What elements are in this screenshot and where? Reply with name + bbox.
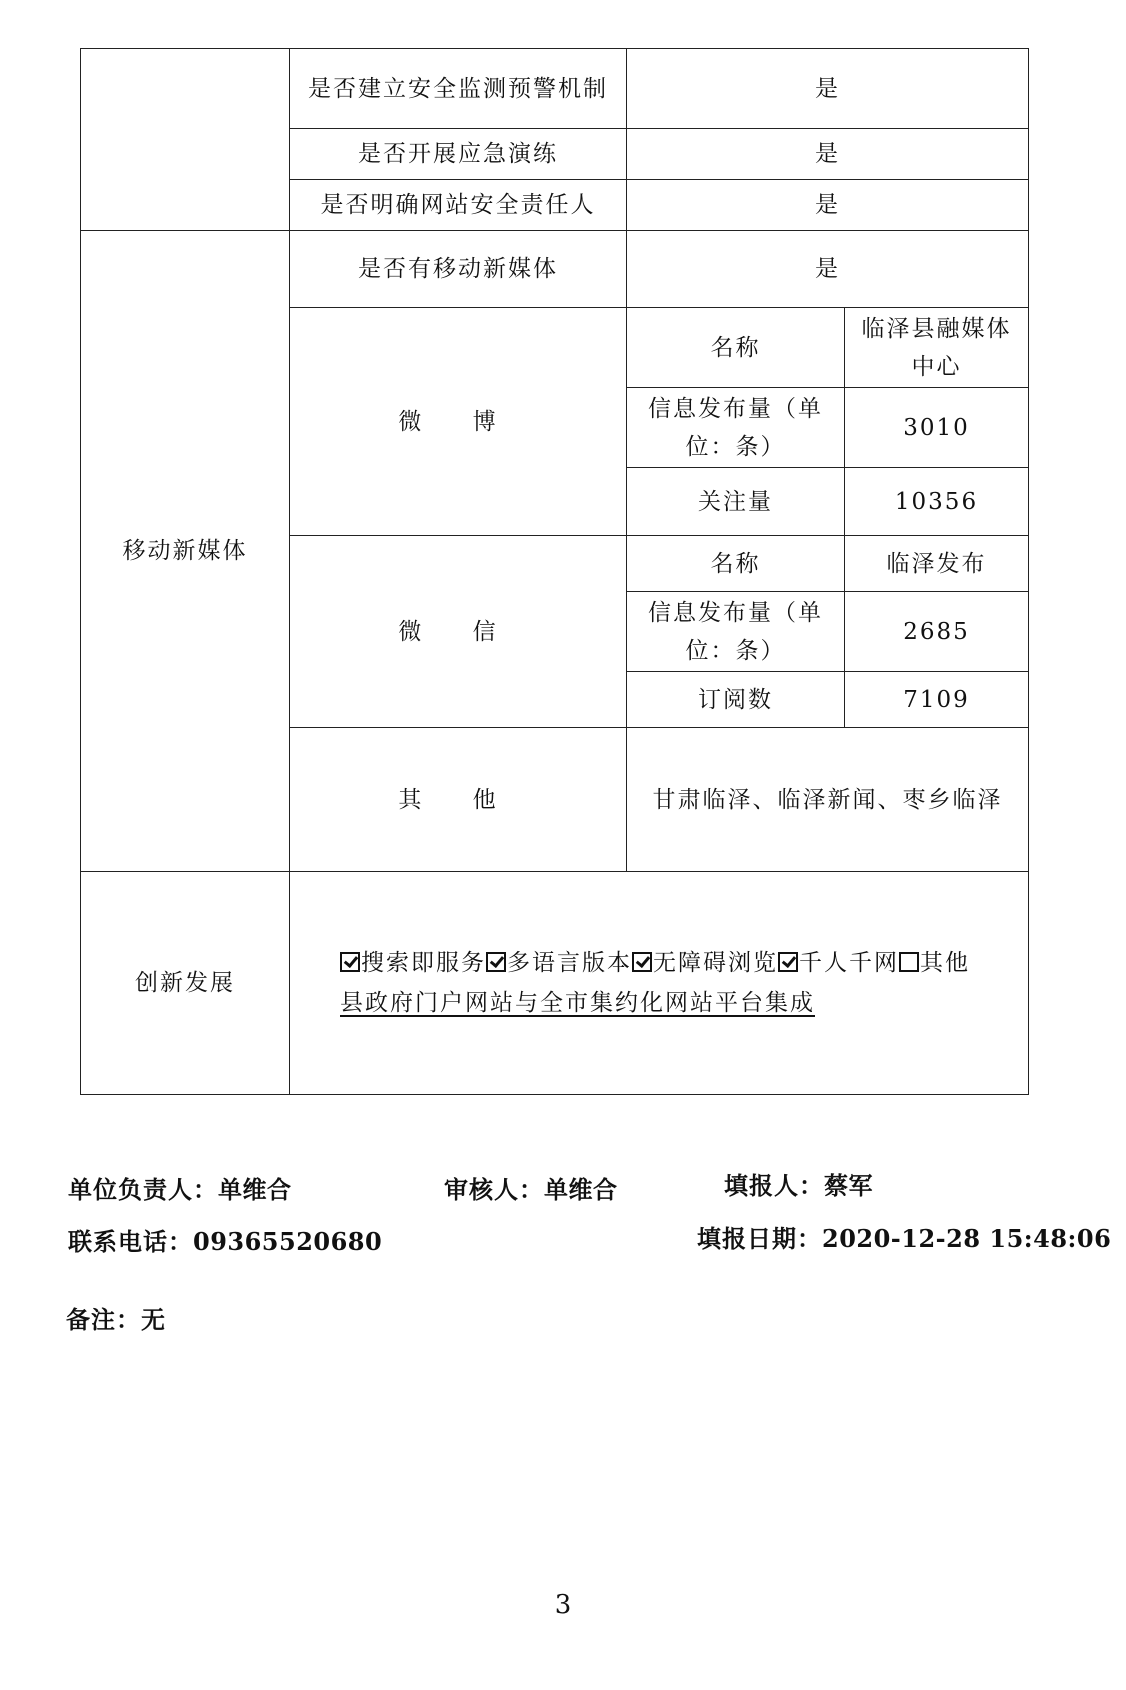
mobile-section-label: 移动新媒体 [81,231,290,872]
innovation-options [340,943,1014,983]
weibo-posts-label: 信息发布量（单位：条） [627,388,845,468]
option-personalized: 千人千网 [799,950,899,976]
contact-phone [68,1222,382,1257]
page-number: 3 [554,1590,572,1620]
wechat-posts-label: 信息发布量（单位：条） [627,592,845,672]
reviewer [444,1170,618,1205]
wechat-subscribers-value: 7109 [845,672,1029,728]
remark-label: 备注： [66,1305,141,1334]
security-owner-value: 是 [627,180,1029,231]
checkbox-checked-icon[interactable] [486,952,506,972]
option-multilingual: 多语言版本 [507,950,632,976]
reviewer-label: 审核人： [444,1175,544,1204]
weibo-name-label: 名称 [627,308,845,388]
responsible-person [68,1170,292,1205]
table-row [81,872,1029,1095]
wechat-posts-value: 2685 [845,592,1029,672]
innovation-note: 县政府门户网站与全市集约化网站平台集成 [340,990,815,1016]
weibo-followers-value: 10356 [845,468,1029,536]
wechat-label: 微 信 [290,536,627,728]
innovation-content [290,872,1029,1095]
table-row [81,231,1029,308]
weibo-posts-value: 3010 [845,388,1029,468]
weibo-label: 微 博 [290,308,627,536]
security-owner-label: 是否明确网站安全责任人 [290,180,627,231]
phone-label: 联系电话： [68,1227,193,1256]
option-accessibility: 无障碍浏览 [653,950,778,976]
report-table [80,48,1029,1095]
checkbox-checked-icon[interactable] [632,952,652,972]
wechat-name-value: 临泽发布 [845,536,1029,592]
filler-label: 填报人： [724,1171,824,1200]
weibo-followers-label: 关注量 [627,468,845,536]
has-mobile-value: 是 [627,231,1029,308]
date-label: 填报日期： [697,1224,822,1253]
reviewer-value: 单维合 [544,1175,618,1204]
other-media-value: 甘肃临泽、临泽新闻、枣乡临泽 [627,728,1029,872]
wechat-name-label: 名称 [627,536,845,592]
filler [724,1166,873,1201]
date-value: 2020-12-28 15:48:06 [822,1224,1112,1253]
option-search-as-service: 搜索即服务 [361,950,486,976]
remark-value: 无 [141,1305,166,1334]
innovation-section-label: 创新发展 [81,872,290,1095]
remark [66,1300,166,1335]
responsible-label: 单位负责人： [68,1175,218,1204]
filler-value: 蔡军 [824,1171,873,1200]
checkbox-unchecked-icon[interactable] [899,952,919,972]
fill-date [697,1219,1111,1254]
weibo-name-value: 临泽县融媒体中心 [845,308,1029,388]
other-media-label: 其 他 [290,728,627,872]
checkbox-checked-icon[interactable] [340,952,360,972]
table-row [81,49,1029,129]
wechat-subscribers-label: 订阅数 [627,672,845,728]
has-mobile-label: 是否有移动新媒体 [290,231,627,308]
option-other: 其他 [920,950,970,976]
responsible-value: 单维合 [218,1175,292,1204]
security-monitoring-label: 是否建立安全监测预警机制 [290,49,627,129]
checkbox-checked-icon[interactable] [778,952,798,972]
security-monitoring-value: 是 [627,49,1029,129]
security-section-label-cell [81,49,290,231]
emergency-drill-value: 是 [627,129,1029,180]
phone-value: 09365520680 [193,1227,383,1256]
emergency-drill-label: 是否开展应急演练 [290,129,627,180]
